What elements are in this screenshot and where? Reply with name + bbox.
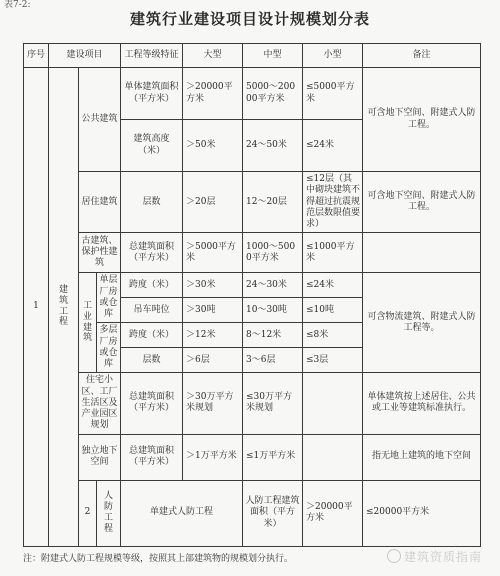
public-height-small: ≤24米 xyxy=(303,120,363,172)
public-area-feature: 单体建筑面积（平方米） xyxy=(121,68,183,120)
crane-feature: 吊车吨位 xyxy=(121,298,183,323)
group1-name: 建筑工程 xyxy=(49,68,79,547)
ancient-medium: 1000～5000平方米 xyxy=(243,233,303,273)
table-caption: 表7-2: xyxy=(4,0,31,10)
underground-feature: 总建筑面积（平方米） xyxy=(121,434,183,480)
underground-large: ＞1万平方米 xyxy=(183,434,243,480)
multi-span-feature: 跨度（米） xyxy=(121,323,183,348)
floor-feature: 层数 xyxy=(121,348,183,373)
ancient-remark xyxy=(363,233,481,273)
residential-medium: 12～20层 xyxy=(243,172,303,233)
public-height-medium: 24～50米 xyxy=(243,120,303,172)
floor-small: ≤3层 xyxy=(303,348,363,373)
group1-number: 1 xyxy=(24,68,49,547)
multi-span-large: ＞12米 xyxy=(183,323,243,348)
span-feature: 跨度（米） xyxy=(121,273,183,298)
group2-name: 人防工程 xyxy=(97,480,121,546)
ancient-feature: 总建筑面积（平方米） xyxy=(121,233,183,273)
residential-feature: 层数 xyxy=(121,172,183,233)
header-project: 建设项目 xyxy=(49,44,121,68)
ancient-small: ≤1000平方米 xyxy=(303,233,363,273)
footnote: 注：附建式人防工程规模等级，按照其上部建筑物的规模划分执行。 xyxy=(23,554,294,564)
public-building-label: 公共建筑 xyxy=(79,68,121,172)
district-label: 住宅小区、工厂生活区及产业园区规划 xyxy=(79,373,121,434)
district-large: ＞30万平方米规划 xyxy=(183,373,243,434)
district-feature: 总建筑面积（平方米） xyxy=(121,373,183,434)
floor-large: ＞6层 xyxy=(183,348,243,373)
civil-defense-large: ＞20000平方米 xyxy=(303,480,363,546)
crane-small: ≤10吨 xyxy=(303,298,363,323)
multi-span-small: ≤8米 xyxy=(303,323,363,348)
residential-remark: 可含地下空间、附建式人防工程。 xyxy=(363,172,481,233)
underground-medium: ≤1万平方米 xyxy=(243,434,303,480)
district-small xyxy=(303,373,363,434)
header-feature: 工程等级特征 xyxy=(121,44,183,68)
district-remark: 单体建筑按上述居住、公共或工业等建筑标准执行。 xyxy=(363,373,481,434)
header-remark: 备注 xyxy=(363,44,481,68)
span-medium: 24～30米 xyxy=(243,273,303,298)
civil-defense-label: 单建式人防工程 xyxy=(121,480,243,546)
residential-large: ＞20层 xyxy=(183,172,243,233)
scale-table xyxy=(23,43,481,547)
crane-large: ＞30吨 xyxy=(183,298,243,323)
residential-label: 居住建筑 xyxy=(79,172,121,233)
header-medium: 中型 xyxy=(243,44,303,68)
industrial-remark: 可含物流建筑、附建式人防工程等。 xyxy=(363,273,481,373)
public-remark: 可含地下空间、附建式人防工程。 xyxy=(363,68,481,172)
floor-medium: 3～6层 xyxy=(243,348,303,373)
header-seq: 序号 xyxy=(24,44,49,68)
industrial-label: 工业建筑 xyxy=(79,273,97,373)
public-area-small: ≤5000平方米 xyxy=(303,68,363,120)
residential-small: ≤12层（其中砌块建筑不得超过抗震规范层数限值要求） xyxy=(303,172,363,233)
ancient-large: ＞5000平方米 xyxy=(183,233,243,273)
underground-remark: 指无地上建筑的地下空间 xyxy=(363,434,481,480)
crane-medium: 10～30吨 xyxy=(243,298,303,323)
public-height-large: ＞50米 xyxy=(183,120,243,172)
civil-defense-medium: ≤20000平方米 xyxy=(363,480,481,546)
public-area-large: ＞20000平方米 xyxy=(183,68,243,120)
span-small: ≤24米 xyxy=(303,273,363,298)
civil-defense-feature: 人防工程建筑面积（平方米） xyxy=(243,480,303,546)
district-medium: ≤30万平方米规划 xyxy=(243,373,303,434)
group2-number: 2 xyxy=(79,480,97,546)
header-small: 小型 xyxy=(303,44,363,68)
underground-small xyxy=(303,434,363,480)
public-area-medium: 5000～20000平方米 xyxy=(243,68,303,120)
header-large: 大型 xyxy=(183,44,243,68)
watermark-logo-icon xyxy=(387,549,401,563)
span-large: ＞30米 xyxy=(183,273,243,298)
underground-label: 独立地下空间 xyxy=(79,434,121,480)
multi-span-medium: 8～12米 xyxy=(243,323,303,348)
watermark: 建筑资质指南 xyxy=(387,548,482,565)
public-height-feature: 建筑高度（米） xyxy=(121,120,183,172)
ancient-label: 古建筑、保护性建筑 xyxy=(79,233,121,273)
multi-storey-label: 多层厂房或仓库 xyxy=(97,323,121,373)
single-storey-label: 单层厂房或仓库 xyxy=(97,273,121,323)
page-title: 建筑行业建设项目设计规模划分表 xyxy=(129,10,370,28)
